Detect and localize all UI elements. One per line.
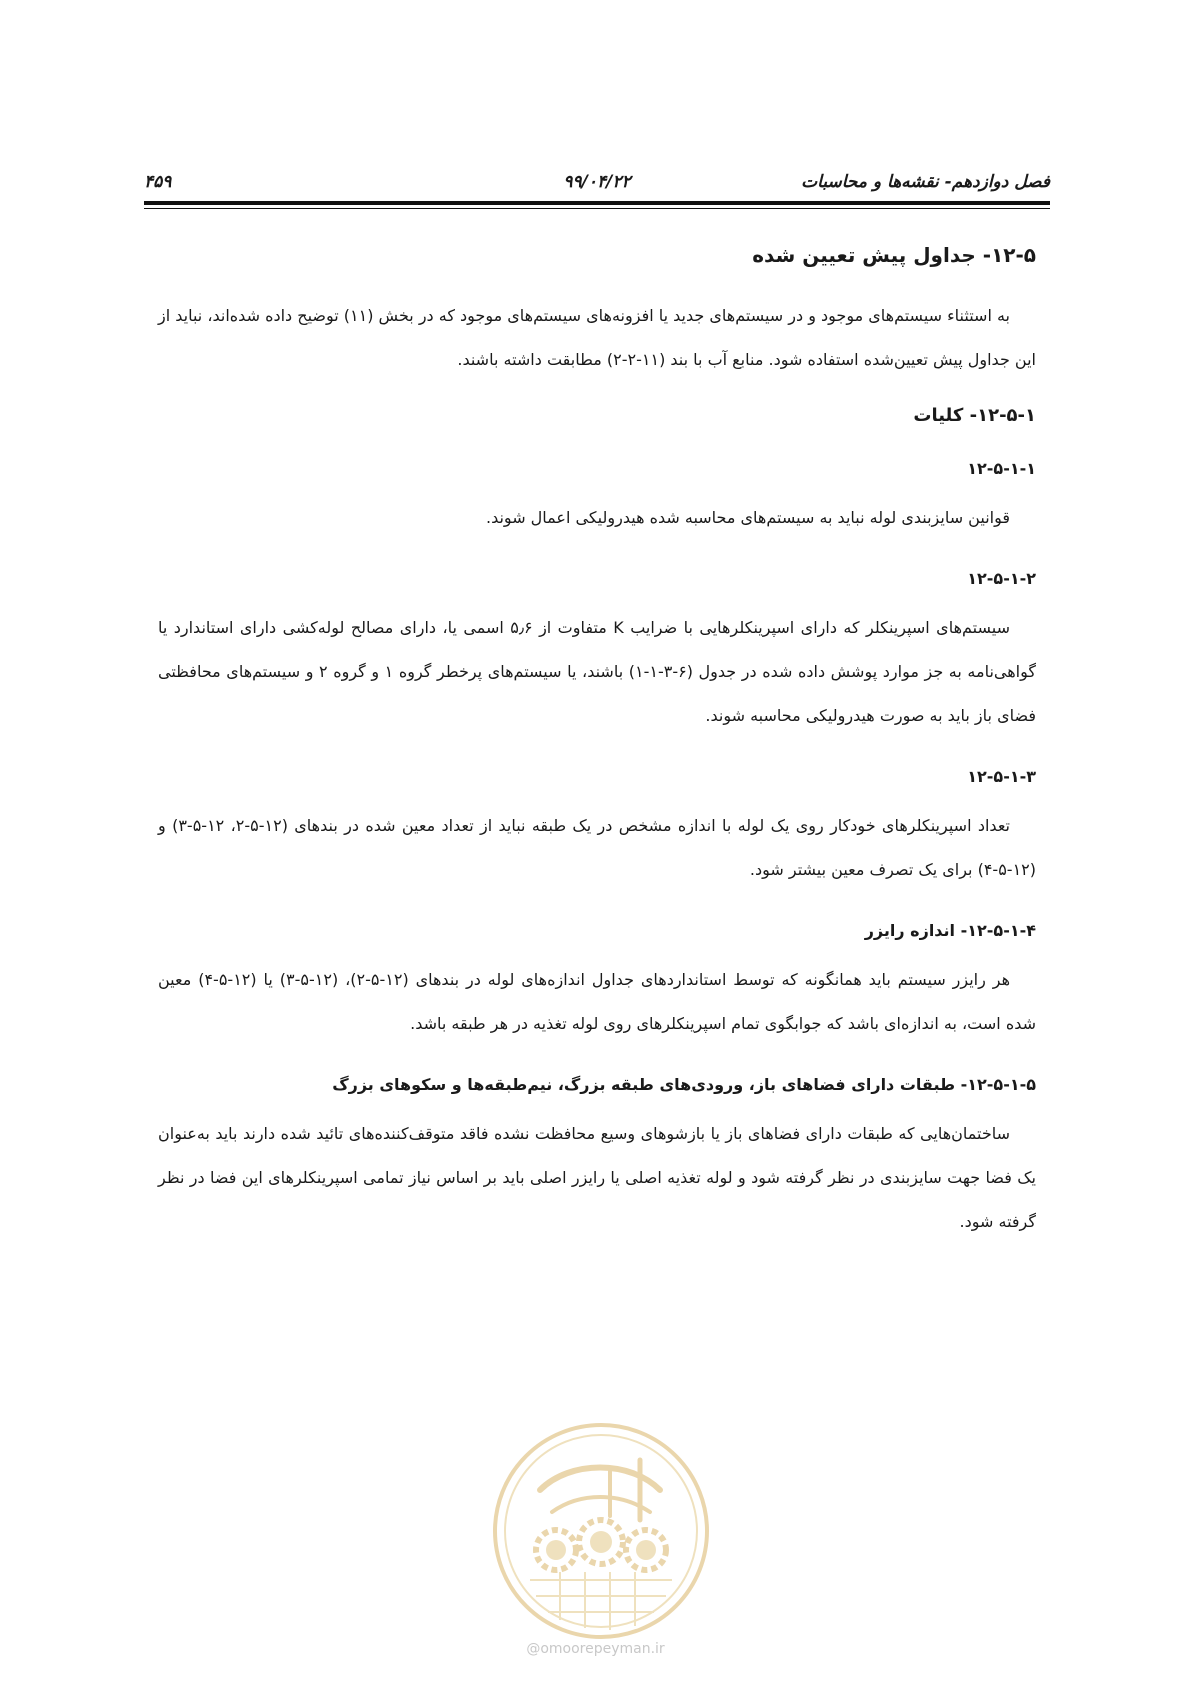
- watermark-logo: [490, 1420, 712, 1642]
- item-heading: ۱۲-۵-۱-۵- طبقات دارای فضاهای باز، ورودی‌های طبقه بزرگ، نیم‌طبقه‌ها و سکوهای بزرگ: [332, 1075, 1036, 1094]
- section-title: ۱۲-۵- جداول پیش تعیین شده: [752, 243, 1036, 267]
- header-date: ۹۹/۰۴/۲۲: [563, 172, 631, 192]
- watermark-url: @omoorepeyman.ir: [526, 1641, 665, 1657]
- item-paragraph: تعداد اسپرینکلرهای خودکار روی یک لوله با اندازه مشخص در یک طبقه نباید از تعداد معین شده در بندهای (۱۲-۵-۲، ۱۲-۵-۳) و (۱۲-۵-۴) برای یک تصرف معین بیشتر شود.: [158, 816, 1036, 879]
- chapter-title: فصل دوازدهم- نقشه‌ها و محاسبات: [801, 172, 1050, 192]
- item-paragraph: ساختمان‌هایی که طبقات دارای فضاهای باز یا بازشوهای وسیع محافظت نشده فاقد متوقف‌کننده‌های تائید شده دارند باید به‌عنوان یک فضا جهت سایزبندی در نظر گرفته شود و لوله تغذیه اصلی یا رایزر اصلی باید بر اساس نیاز تمامی اسپرینکلرهای این فضا در نظر گرفته شود.: [158, 1124, 1036, 1231]
- item-paragraph: قوانین سایزبندی لوله نباید به سیستم‌های محاسبه شده هیدرولیکی اعمال شوند.: [485, 508, 1010, 527]
- intro-paragraph: به استثناء سیستم‌های موجود و در سیستم‌های جدید یا افزونه‌های سیستم‌های موجود که در بخش (۱۱) توضیح داده شده‌اند، نباید از این جداول پیش تعیین‌شده استفاده شود. منابع آب با بند (۱۱-۲-۲) مطابقت داشته باشند.: [157, 306, 1036, 369]
- page-header: [144, 172, 1050, 198]
- item-number: ۱۲-۵-۱-۱: [967, 459, 1036, 478]
- page-number: ۴۵۹: [144, 172, 172, 192]
- item-number: ۱۲-۵-۱-۲: [967, 569, 1036, 588]
- item-heading: ۱۲-۵-۱-۴- اندازه رایزر: [864, 921, 1036, 940]
- header-rule-thin: [144, 208, 1050, 209]
- subsection-title: ۱۲-۵-۱- کلیات: [913, 405, 1036, 426]
- item-paragraph: سیستم‌های اسپرینکلر که دارای اسپرینکلرهایی با ضرایب K متفاوت از ۵٫۶ اسمی یا، دارای مصالح لوله‌کشی دارای استاندارد یا گواهی‌نامه به جز موارد پوشش داده شده در جدول (۶-۳-۱-۱) باشند، یا سیستم‌های پرخطر گروه ۱ و گروه ۲ و سیستم‌های محافظتی فضای باز باید به صورت هیدرولیکی محاسبه شوند.: [158, 618, 1036, 725]
- document-body: [158, 240, 1036, 1244]
- item-paragraph: هر رایزر سیستم باید همانگونه که توسط استانداردهای جداول اندازه‌های لوله در بندهای (۱۲-۵-۲)، (۱۲-۵-۳) یا (۱۲-۵-۴) معین شده است، به اندازه‌ای باشد که جوابگوی تمام اسپرینکلرهای روی لوله تغذیه در هر طبقه باشد.: [158, 970, 1036, 1033]
- item-number: ۱۲-۵-۱-۳: [967, 767, 1036, 786]
- header-rule-thick: [144, 201, 1050, 205]
